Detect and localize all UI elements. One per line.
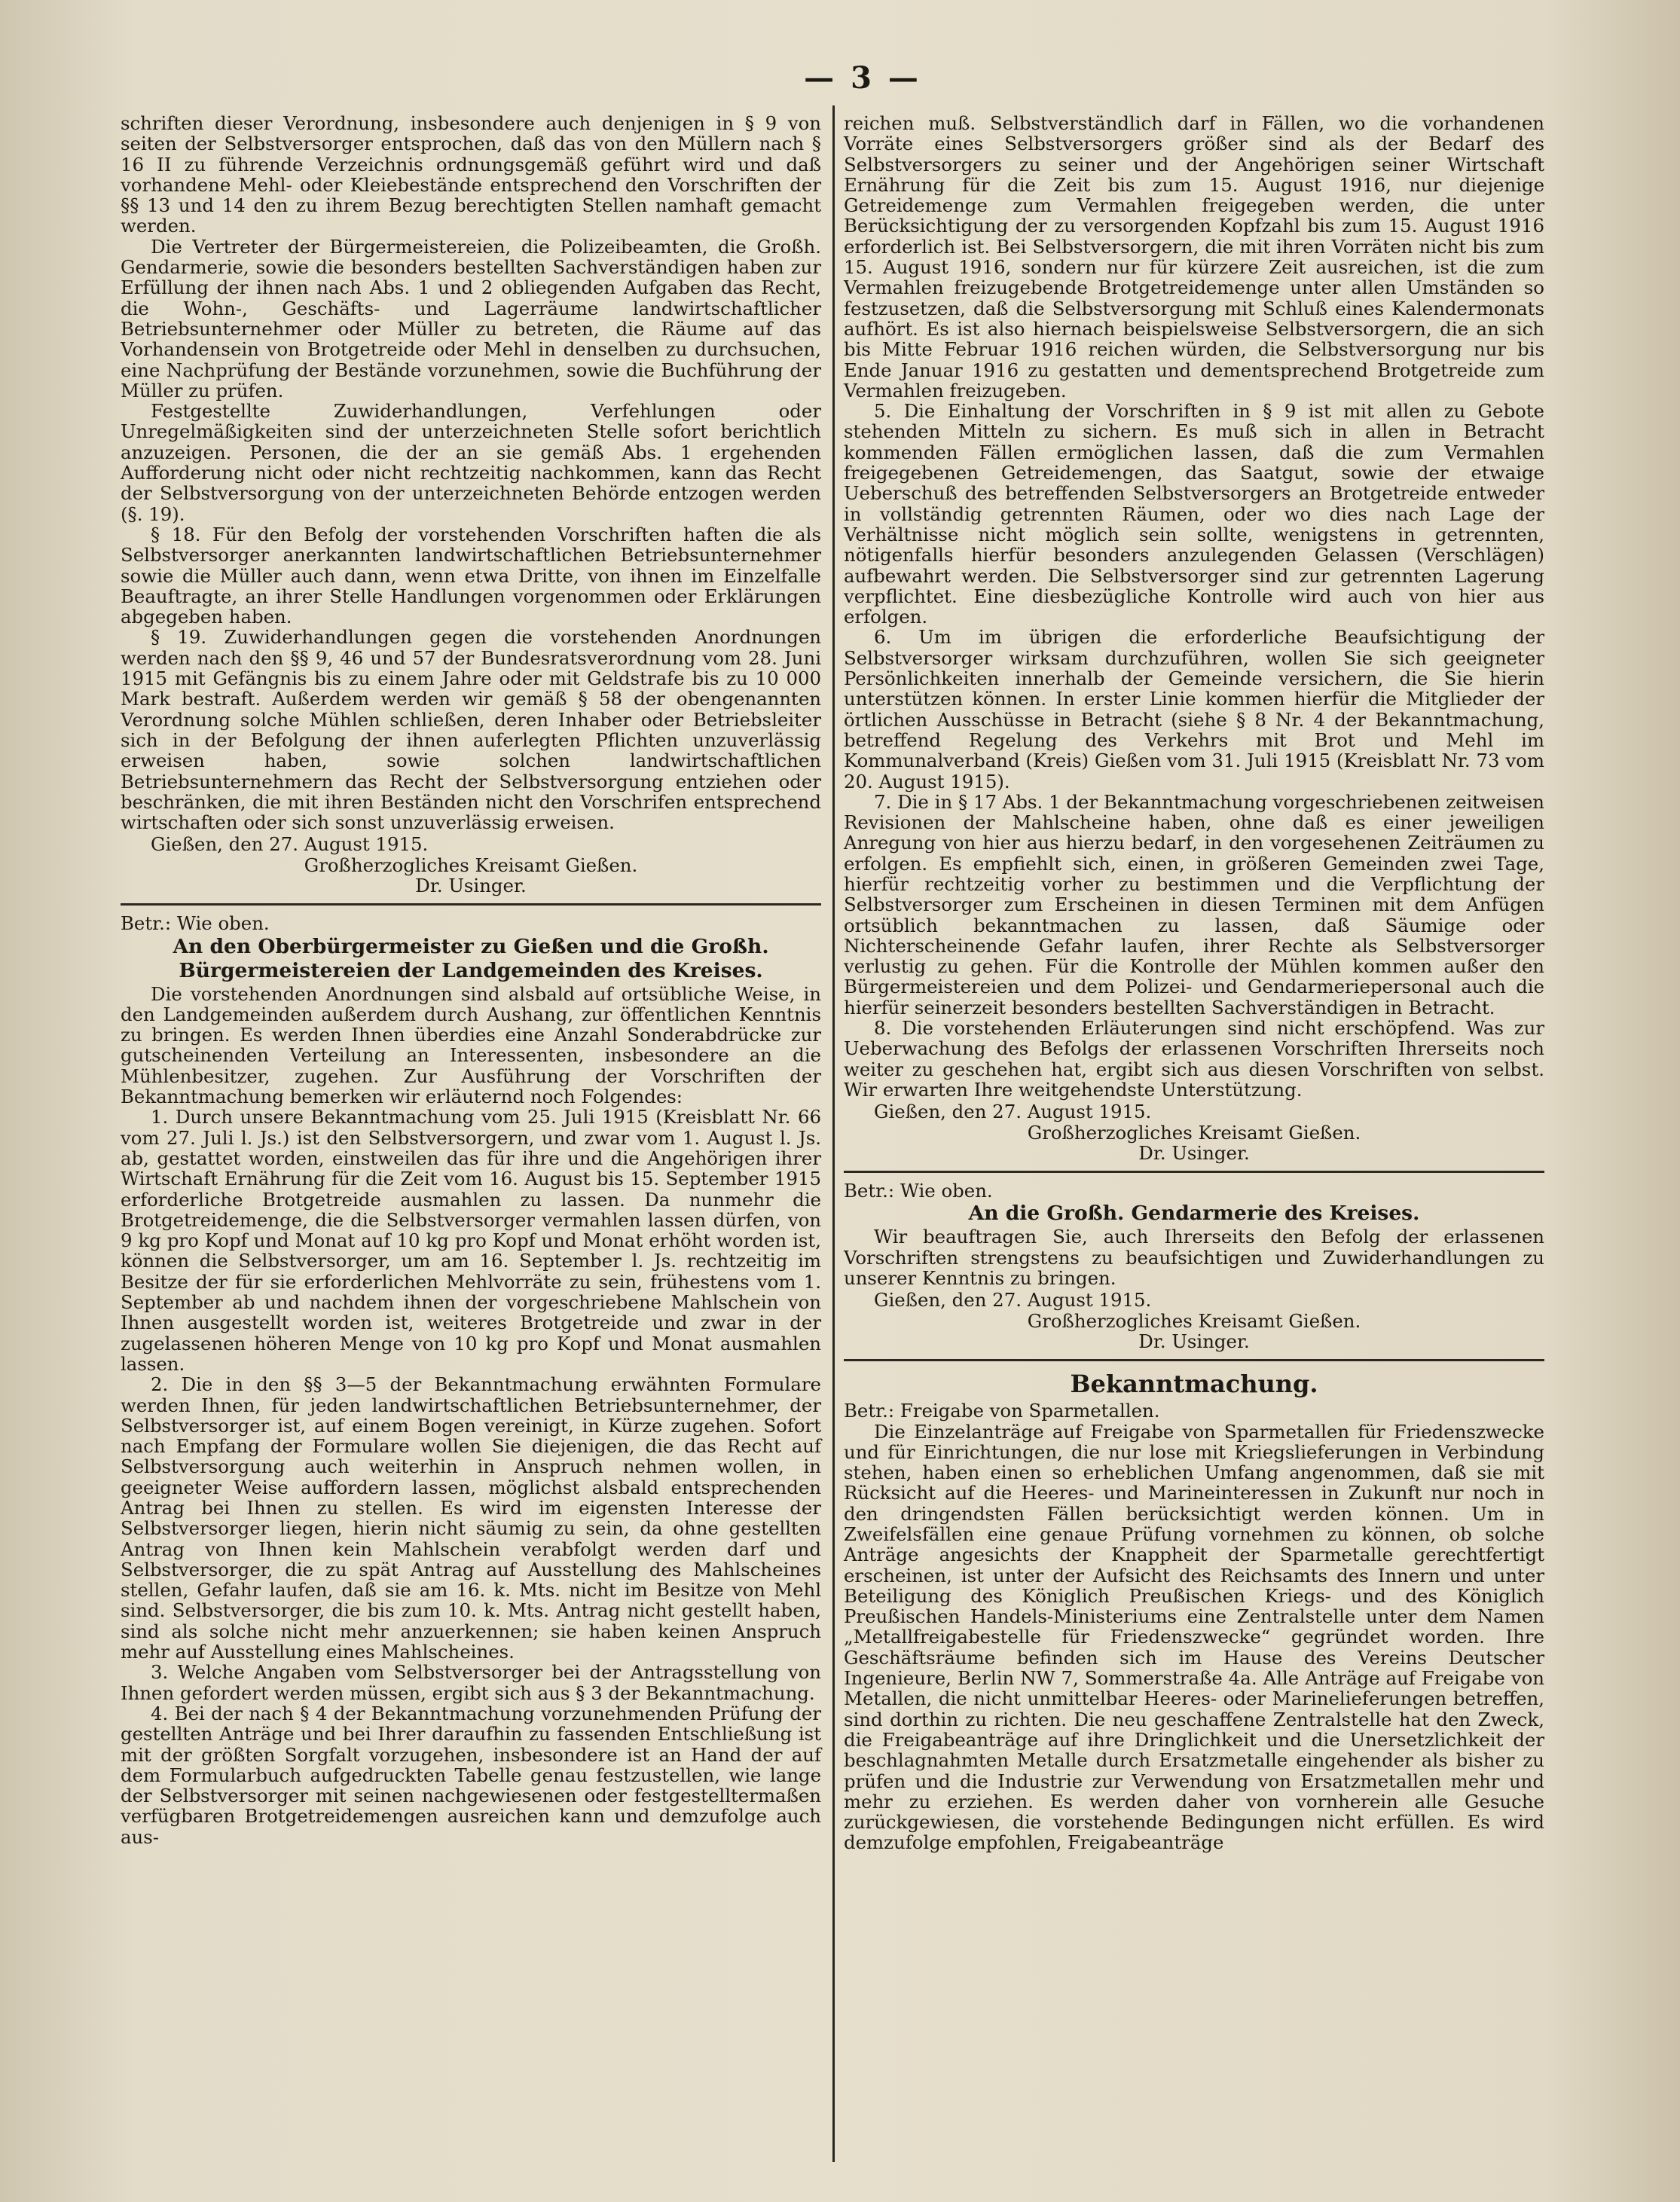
authority-name: Großherzogliches Kreisamt Gießen.: [1027, 1309, 1361, 1332]
section-rule: [121, 903, 821, 906]
column-divider: [832, 105, 835, 2162]
section-rule: [844, 1359, 1544, 1361]
paragraph-item-6: 6. Um im übrigen die erforderliche Beaufsichtigung der Selbstversorger wirksam durchzuführen, wollen Sie sich geeigneter Persönlichkeiten innerhalb der Gemeinde versichern, die Sie hierin unterstützen können. In erster Linie kommen hierfür die Mitglieder der örtlichen Ausschüsse in Betracht (siehe § 8 Nr. 4 der Bekanntmachung, betreffend Regelung des Verkehrs mit Brot und Mehl im Kommunalverband (Kreis) Gießen vom 31. Juli 1915 (Kreisblatt Nr. 73 vom 20. August 1915).: [844, 626, 1544, 793]
addressee-heading-line-2: Bürgermeistereien der Landgemeinden des Kreises.: [179, 958, 763, 982]
authority-name: Großherzogliches Kreisamt Gießen.: [304, 854, 638, 876]
paragraph-item-1: 1. Durch unsere Bekanntmachung vom 25. Juli 1915 (Kreisblatt Nr. 66 vom 27. Juli l. Js.) ist den Selbstversorgern, und zwar vom 1. August l. Js. ab, gestattet worden, einstweilen das für ihre und die Angehörigen ihrer Wirtschaft Ernährung für die Zeit vom 16. August bis 15. September 1915 erforderliche Brotgetreide ausmahlen zu lassen. Da nunmehr die Brotgetreidemenge, die die Selbstversorger vermahlen lassen dürfen, von 9 kg pro Kopf und Monat auf 10 kg pro Kopf und Monat erhöht worden ist, können die Selbstversorger, um am 16. September l. Js. rechtzeitig im Besitze der für sie erforderlichen Mehlvorräte zu sein, frühestens vom 1. September ab und nachdem ihnen der vorgeschriebene Mahlschein von Ihnen ausgestellt worden ist, weiteres Brotgetreide und zwar in der zugelassenen höheren Menge von 10 kg pro Kopf und Monat ausmahlen lassen.: [121, 1106, 821, 1375]
paragraph-item-5: 5. Die Einhaltung der Vorschriften in § 9 ist mit allen zu Gebote stehenden Mitteln zu sichern. Es muß sich in allen in Betracht kommenden Fällen ermöglichen lassen, daß die zum Vermahlen freigegebenen Getreidemengen, das Saatgut, sowie der etwaige Ueberschuß des betreffenden Selbstversorgers an Brotgetreide entweder in vollständig getrennten Räumen, oder wo dies nach Lage der Verhältnisse nicht möglich sein sollte, wenigstens in getrennten, nötigenfalls hierfür besonders anzulegenden Gelassen (Verschlägen) aufbewahrt werden. Die Selbstversorger sind zur getrennten Lagerung verpflichtet. Eine diesbezügliche Kontrolle wird auch von hier aus erfolgen.: [844, 400, 1544, 628]
page-number: — 3 —: [804, 60, 921, 96]
signer-name: Dr. Usinger.: [1138, 1141, 1250, 1164]
paragraph-item-2: 2. Die in den §§ 3—5 der Bekanntmachung erwähnten Formulare werden Ihnen, für jeden landwirtschaftlichen Betriebsunternehmer, der Selbstversorger ist, auf einem Bogen vereinigt, in Kürze zugehen. Sofort nach Empfang der Formulare wollen Sie diejenigen, die das Recht auf Selbstversorgung auch weiterhin in Anspruch nehmen wollen, in geeigneter Weise auffordern lassen, möglichst alsbald entsprechenden Antrag bei Ihnen zu stellen. Es wird im eigensten Interesse der Selbstversorger liegen, hierin nicht säumig zu sein, da ohne gestellten Antrag von Ihnen kein Mahlschein verabfolgt werden darf und Selbstversorger, die zu spät Antrag auf Ausstellung des Mahlscheines stellen, Gefahr laufen, daß sie am 16. k. Mts. nicht im Besitze von Mehl sind. Selbstversorger, die bis zum 10. k. Mts. Antrag nicht gestellt haben, sind als solche nicht mehr anzuerkennen; sie haben keinen Anspruch mehr auf Ausstellung eines Mahlscheines.: [121, 1373, 821, 1663]
subject-line: Betr.: Wie oben.: [844, 1180, 993, 1202]
paragraph-intro: Die vorstehenden Anordnungen sind alsbald auf ortsübliche Weise, in den Landgemeinden außerdem durch Aushang, zur öffentlichen Kenntnis zu bringen. Es werden Ihnen überdies eine Anzahl Sonderabdrücke zur gutscheinenden Verteilung an Interessenten, insbesondere an die Mühlenbesitzer, zugehen. Zur Ausführung der Vorschriften der Bekanntmachung bemerken wir erläuternd noch Folgendes:: [121, 982, 821, 1108]
place-date: Gießen, den 27. August 1915.: [874, 1289, 1152, 1312]
paragraph-section-18: § 18. Für den Befolg der vorstehenden Vorschriften haften die als Selbstversorger anerkannten landwirtschaftlichen Betriebsunternehmer sowie die Müller auch dann, wenn etwa Dritte, von ihnen im Einzelfalle Beauftragte, an ihrer Stelle Handlungen vorgenommen oder Erklärungen abgegeben haben.: [121, 523, 821, 628]
paragraph-vertreter: Die Vertreter der Bürgermeistereien, die Polizeibeamten, die Großh. Gendarmerie, sowie die besonders bestellten Sachverständigen haben zur Erfüllung der ihnen nach Abs. 1 und 2 obliegenden Aufgaben das Recht, die Wohn-, Geschäfts- und Lagerräume landwirtschaftlicher Betriebsunternehmer oder Müller zu betreten, die Räume auf das Vorhandensein von Brotgetreide oder Mehl in denselben zu durchsuchen, eine Nachprüfung der Bestände vorzunehmen, sowie die Buchführung der Müller zu prüfen.: [121, 235, 821, 402]
left-continuation-paragraph: schriften dieser Verordnung, insbesondere auch denjenigen in § 9 von seiten der Selbstversorger entsprochen, daß das von den Müllern nach § 16 II zu führende Verzeichnis ordnungsgemäß geführt wird und daß vorhandene Mehl- oder Kleiebestände entsprechend den Vorschriften der §§ 13 und 14 den zu ihrem Bezug berechtigten Stellen namhaft gemacht werden.: [121, 112, 821, 237]
paragraph-sparmetalle: Die Einzelanträge auf Freigabe von Sparmetallen für Friedenszwecke und für Einrichtungen, die nur lose mit Kriegslieferungen in Verbindung stehen, haben einen so erheblichen Umfang angenommen, daß sie mit Rücksicht auf die Heeres- und Marineinteressen in Zukunft nur noch in den dringendsten Fällen berücksichtigt werden können. Um in Zweifelsfällen eine genaue Prüfung vornehmen zu können, ob solche Anträge angesichts der Knappheit der Sparmetalle gerechtfertigt erscheinen, ist unter der Aufsicht des Reichsamts des Innern und unter Beteiligung des Königlich Preußischen Kriegs- und des Königlich Preußischen Handels-Ministeriums eine Zentralstelle unter dem Namen „Metallfreigabestelle für Friedenszwecke“ gegründet worden. Ihre Geschäftsräume befinden sich im Hause des Vereins Deutscher Ingenieure, Berlin NW 7, Sommerstraße 4a. Alle Anträge auf Freigabe von Metallen, die nicht unmittelbar Heeres- oder Marinelieferungen betreffen, sind dorthin zu richten. Die neu geschaffene Zentralstelle hat den Zweck, die Freigabeanträge auf ihre Dringlichkeit und die Unersetzlichkeit der beschlagnahmten Metalle durch Ersatzmetalle eingehender als bisher zu prüfen und die Industrie zur Verwendung von Ersatzmetallen mehr und mehr zu erziehen. Es werden daher von vornherein alle Gesuche zurückgewiesen, die vorstehende Bedingungen nicht erfüllen. Es wird demzufolge empfohlen, Freigabeanträge: [844, 1420, 1544, 1854]
paragraph-item-8: 8. Die vorstehenden Erläuterungen sind nicht erschöpfend. Was zur Ueberwachung des Befolgs der erlassenen Vorschriften Ihrerseits noch weiter zu geschehen hat, ergibt sich aus diesen Vorschriften von selbst. Wir erwarten Ihre weitgehendste Unterstützung.: [844, 1017, 1544, 1101]
section-rule: [844, 1171, 1544, 1173]
signer-name: Dr. Usinger.: [1138, 1330, 1250, 1352]
authority-name: Großherzogliches Kreisamt Gießen.: [1027, 1121, 1361, 1144]
subject-line: Betr.: Wie oben.: [121, 912, 270, 935]
paragraph-festgestellte: Festgestellte Zuwiderhandlungen, Verfehlungen oder Unregelmäßigkeiten sind der unterzeichneten Stelle sofort berichtlich anzuzeigen. Personen, die der an sie gemäß Abs. 1 ergehenden Aufforderung nicht oder nicht rechtzeitig nachkommen, kann das Recht der Selbstversorgung von der unterzeichneten Behörde entzogen werden (§. 19).: [121, 400, 821, 525]
addressee-heading: An die Großh. Gendarmerie des Kreises.: [968, 1202, 1420, 1226]
right-column: [844, 113, 1544, 1853]
signer-name: Dr. Usinger.: [415, 874, 527, 896]
place-date: Gießen, den 27. August 1915.: [151, 833, 429, 856]
left-column: [121, 113, 821, 1847]
paragraph-item-7: 7. Die in § 17 Abs. 1 der Bekanntmachung vorgeschriebenen zeitweisen Revisionen der Mahlscheine haben, ohne daß es einer jeweiligen Anregung von hier aus hierzu bedarf, in den vorgesehenen Zeiträumen zu erfolgen. Es empfiehlt sich, einen, in größeren Gemeinden zwei Tage, hierfür rechtzeitig vorher zu bestimmen und die Verpflichtung der Selbstversorger zum Erscheinen in diesen Terminen mit dem Anfügen ortsüblich bekanntmachen zu lassen, daß Säumige oder Nichterscheinende Gefahr laufen, ihrer Rechte als Selbstversorger verlustig zu gehen. Für die Kontrolle der Mühlen kommen außer den Bürgermeistereien und dem Polizei- und Gendarmeriepersonal auch die hierfür seinerzeit besonders bestellten Sachverständigen in Betracht.: [844, 790, 1544, 1019]
paragraph-item-4: 4. Bei der nach § 4 der Bekanntmachung vorzunehmenden Prüfung der gestellten Anträge und bei Ihrer daraufhin zu fassenden Entschließung ist mit der größten Sorgfalt vorzugehen, insbesondere ist an Hand der auf dem Formularbuch aufgedruckten Tabelle genau festzustellen, wie lange der Selbstversorger mit seinen nachgewiesenen oder festgestelltermaßen verfügbaren Brotgetreidemengen ausreichen kann und demzufolge auch aus-: [121, 1702, 821, 1848]
addressee-heading-line-1: An den Oberbürgermeister zu Gießen und die Großh.: [173, 934, 769, 958]
right-continuation-paragraph: reichen muß. Selbstverständlich darf in Fällen, wo die vorhandenen Vorräte eines Selbstversorgers größer sind als der Bedarf des Selbstversorgers zu seiner und der Angehörigen seiner Wirtschaft Ernährung für die Zeit bis zum 15. August 1916, nur diejenige Getreidemenge zum Vermahlen freigegeben werden, die unter Berücksichtigung der zu versorgenden Kopfzahl bis zum 15. August 1916 erforderlich ist. Bei Selbstversorgern, die mit ihren Vorräten nicht bis zum 15. August 1916, sondern nur für kürzere Zeit ausreichen, ist die zum Vermahlen freizugebende Brotgetreidemenge unter allen Umständen so festzusetzen, daß die Selbstversorgung mit Schluß eines Kalendermonats aufhört. Es ist also hiernach beispielsweise Selbstversorgern, die an sich bis Mitte Februar 1916 reichen würden, die Selbstversorgung nur bis Ende Januar 1916 zu gestatten und dementsprechend Brotgetreide zum Vermahlen freizugeben.: [844, 112, 1544, 402]
paragraph-item-3: 3. Welche Angaben vom Selbstversorger bei der Antragsstellung von Ihnen gefordert werden müssen, ergibt sich aus § 3 der Bekanntmachung.: [121, 1661, 821, 1704]
announcement-title: Bekanntmachung.: [1070, 1370, 1318, 1399]
paragraph-section-19: § 19. Zuwiderhandlungen gegen die vorstehenden Anordnungen werden nach den §§ 9, 46 und 57 der Bundesratsverordnung vom 28. Juni 1915 mit Gefängnis bis zu einem Jahre oder mit Geldstrafe bis zu 10 000 Mark bestraft. Außerdem werden wir gemäß § 58 der obengenannten Verordnung solche Mühlen schließen, deren Inhaber oder Betriebsleiter sich in der Befolgung der ihnen auferlegten Pflichten unzuverlässig erweisen haben, sowie solchen landwirtschaftlichen Betriebsunternehmern das Recht der Selbstversorgung entziehen oder beschränken, die mit ihren Beständen nicht den Vorschrifen entsprechend wirtschaften oder sich sonst unzuverlässig erweisen.: [121, 626, 821, 834]
paragraph-gendarmerie: Wir beauftragen Sie, auch Ihrerseits den Befolg der erlassenen Vorschriften strengstens zu beaufsichtigen und Zuwiderhandlungen zu unserer Kenntnis zu bringen.: [844, 1226, 1544, 1290]
subject-line: Betr.: Freigabe von Sparmetallen.: [844, 1400, 1160, 1422]
place-date: Gießen, den 27. August 1915.: [874, 1101, 1152, 1123]
